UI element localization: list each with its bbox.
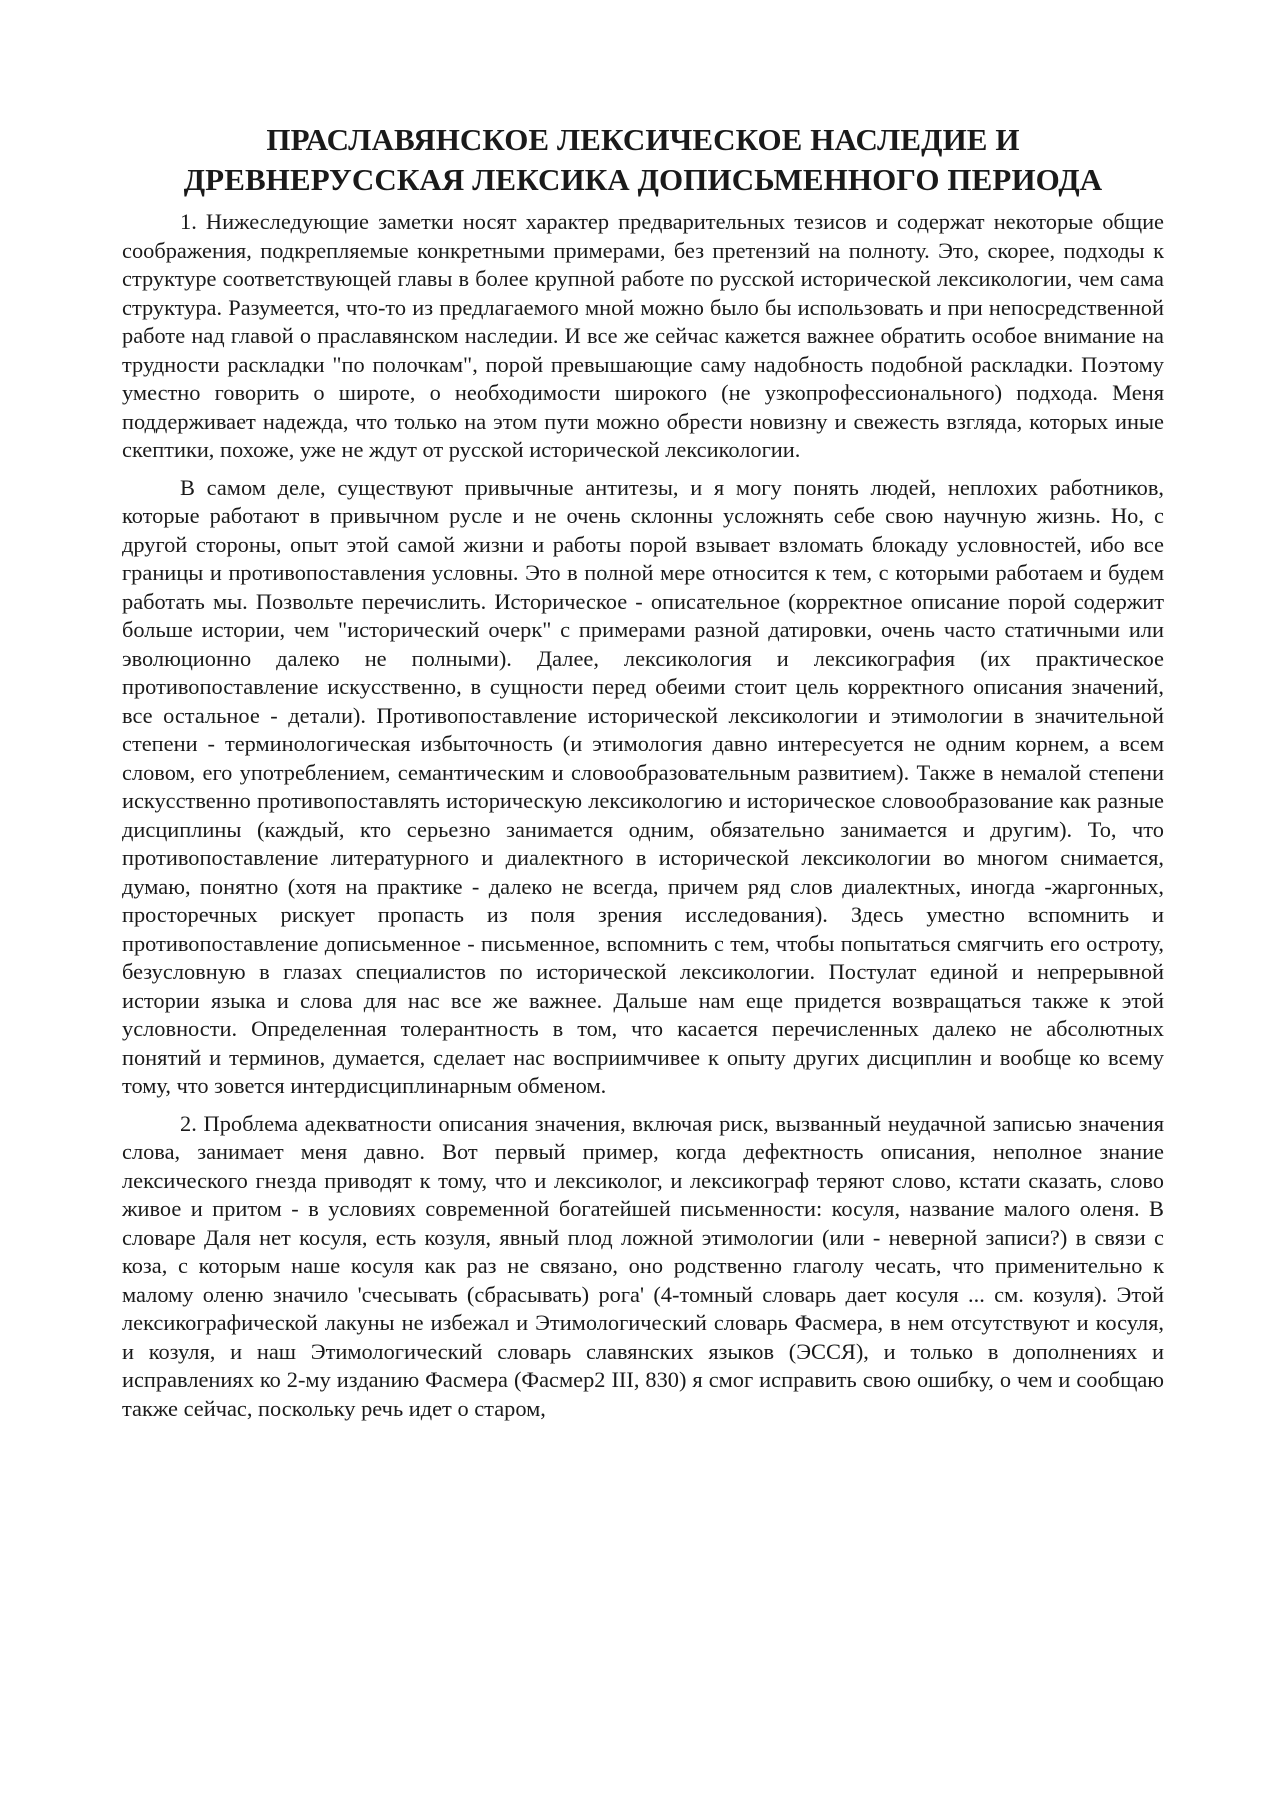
document-page [122, 120, 1164, 1432]
paragraph-3: 2. Проблема адекватности описания значения, включая риск, вызванный неудачной записью значения слова, занимает меня давно. Вот первый пример, когда дефектность описания, неполное знание лексического гнезда приводят к тому, что и лексиколог, и лексикограф теряют слово, кстати сказать, слово живое и притом - в условиях современной богатейшей письменности: косуля, название малого оленя. В словаре Даля нет косуля, есть козуля, явный плод ложной этимологии (или - неверной записи?) в связи с коза, с которым наше косуля как раз не связано, оно родственно глаголу чесать, что применительно к малому оленю значило 'счесывать (сбрасывать) рога' (4-томный словарь дает косуля ... см. козуля). Этой лексикографической лакуны не избежал и Этимологический словарь Фасмера, в нем отсутствуют и косуля, и козуля, и наш Этимологический словарь славянских языков (ЭССЯ), и только в дополнениях и исправлениях ко 2-му изданию Фасмера (Фасмер2 III, 830) я смог исправить свою ошибку, о чем и сообщаю также сейчас, поскольку речь идет о старом, [122, 1110, 1164, 1421]
title-line-2: ДРЕВНЕРУССКАЯ ЛЕКСИКА ДОПИСЬМЕННОГО ПЕРИОДА [183, 162, 1103, 197]
paragraph-1: 1. Нижеследующие заметки носят характер предварительных тезисов и содержат некоторые общие соображения, подкрепляемые конкретными примерами, без претензий на полноту. Это, скорее, подходы к структуре соответствующей главы в более крупной работе по русской исторической лексикологии, чем сама структура. Разумеется, что-то из предлагаемого мной можно было бы использовать и при непосредственной работе над главой о праславянском наследии. И все же сейчас кажется важнее обратить особое внимание на трудности раскладки "по полочкам", порой превышающие саму надобность подобной раскладки. Поэтому уместно говорить о широте, о необходимости широкого (не узкопрофессионального) подхода. Меня поддерживает надежда, что только на этом пути можно обрести новизну и свежесть взгляда, которых иные скептики, похоже, уже не ждут от русской исторической лексикологии. [122, 209, 1164, 462]
paragraph-2: В самом деле, существуют привычные антитезы, и я могу понять людей, неплохих работников, которые работают в привычном русле и не очень склонны усложнять себе свою научную жизнь. Но, с другой стороны, опыт этой самой жизни и работы порой взывает взломать блокаду условностей, ибо все границы и противопоставления условны. Это в полной мере относится к тем, с которыми работаем и будем работать мы. Позвольте перечислить. Историческое - описательное (корректное описание порой содержит больше истории, чем "исторический очерк" с примерами разной датировки, очень часто статичными или эволюционно далеко не полными). Далее, лексикология и лексикография (их практическое противопоставление искусственно, в сущности перед обеими стоит цель корректного описания значений, все остальное - детали). Противопоставление исторической лексикологии и этимологии в значительной степени - терминологическая избыточность (и этимология давно интересуется не одним корнем, а всем словом, его употреблением, семантическим и словообразовательным развитием). Также в немалой степени искусственно противопоставлять историческую лексикологию и историческое словообразование как разные дисциплины (каждый, кто серьезно занимается одним, обязательно занимается и другим). То, что противопоставление литературного и диалектного в исторической лексикологии во многом снимается, думаю, понятно (хотя на практике - далеко не всегда, причем ряд слов диалектных, иногда -жаргонных, просторечных рискует пропасть из поля зрения исследования). Здесь уместно вспомнить и противопоставление дописьменное - письменное, вспомнить с тем, чтобы попытаться смягчить его остроту, безусловную в глазах специалистов по исторической лексикологии. Постулат единой и непрерывной истории языка и слова для нас все же важнее. Дальше нам еще придется возвращаться также к этой условности. Определенная толерантность в том, что касается перечисленных далеко не абсолютных понятий и терминов, думается, сделает нас восприимчивее к опыту других дисциплин и вообще ко всему тому, что зовется интердисциплинарным обменом. [122, 474, 1164, 1098]
document-title [122, 120, 1164, 200]
title-line-1: ПРАСЛАВЯНСКОЕ ЛЕКСИЧЕСКОЕ НАСЛЕДИЕ И [266, 122, 1020, 157]
